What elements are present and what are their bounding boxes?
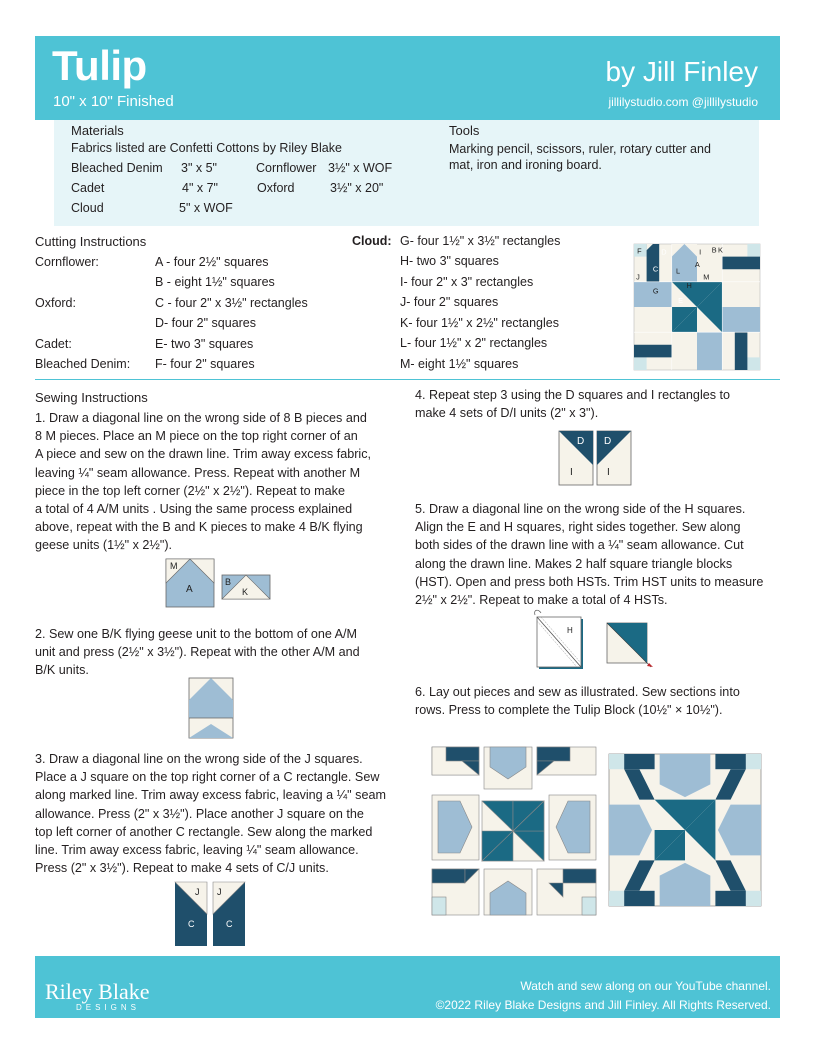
- cutting-item: A - four 2½" squares: [155, 255, 269, 269]
- label-c: C: [652, 264, 659, 274]
- tools-text: mat, iron and ironing board.: [449, 158, 602, 172]
- svg-text:K: K: [242, 587, 249, 597]
- cutting-heading: Cutting Instructions: [35, 234, 147, 249]
- label-g: G: [652, 286, 659, 296]
- cutting-item: K- four 1½" x 2½" rectangles: [400, 316, 559, 330]
- label-b: B: [711, 245, 717, 255]
- materials-heading: Materials: [71, 123, 124, 138]
- label-f: F: [637, 246, 642, 256]
- materials-note: Fabrics listed are Confetti Cottons by Riley Blake: [71, 141, 342, 155]
- material-amount: 4" x 7": [182, 181, 218, 195]
- label-e: E: [678, 295, 683, 305]
- riley-blake-logo-sub: DESIGNS: [76, 1003, 141, 1012]
- material-name: Bleached Denim: [71, 161, 163, 175]
- tulip-unit-diagram: [189, 678, 233, 738]
- author-name: by Jill Finley: [605, 56, 758, 87]
- cutting-item: M- eight 1½" squares: [400, 357, 519, 371]
- riley-blake-logo[interactable]: Riley Blake: [45, 979, 150, 1004]
- step-5-text: 5. Draw a diagonal line on the wrong side of the H squares. Align the E and H squares, right sides together. Sew along both sides of the drawn line with a ¼" seam allowance. Cut along the drawn line. Makes 2 half square triangle blocks (HST). Open and press both HSTs. Trim HST units to measure 2½" x 2½". Repeat to make a total of 4 HSTs.: [415, 502, 764, 608]
- cutting-fabric: Cornflower:: [35, 255, 99, 269]
- pattern-title: Tulip: [52, 42, 147, 89]
- cutting-item: E- two 3" squares: [155, 337, 254, 351]
- svg-text:H: H: [567, 626, 573, 635]
- cutting-fabric: Cloud:: [352, 234, 392, 248]
- tools-heading: Tools: [449, 123, 480, 138]
- svg-text:D: D: [604, 436, 612, 447]
- cutting-item: H- two 3" squares: [400, 254, 499, 268]
- finished-size: 10" x 10" Finished: [53, 93, 174, 110]
- material-name: Cornflower: [256, 161, 317, 175]
- material-name: Cloud: [71, 201, 104, 215]
- bk-unit-diagram: [222, 575, 270, 599]
- cutting-fabric: Bleached Denim:: [35, 357, 131, 371]
- labeled-block-diagram: [634, 244, 760, 370]
- svg-text:J: J: [217, 887, 222, 897]
- copyright: ©2022 Riley Blake Designs and Jill Finley. All Rights Reserved.: [435, 998, 771, 1012]
- material-amount: 3½" x 20": [330, 181, 384, 195]
- svg-text:B: B: [225, 577, 232, 587]
- author-website[interactable]: jillilystudio.com @jillilystudio: [608, 95, 758, 109]
- step-1-text: 1. Draw a diagonal line on the wrong side of 8 B pieces and 8 M pieces. Place an M piece on the top right corner of an A piece and sew on the drawn line. Trim away excess fabric, leaving ¼" seam allowance. Press. Repeat with another M piece in the top left corner (2½" x 2½"). Repeat to make a total of 4 A/M units . Using the same process explained above, repeat with the B and K pieces to make 4 B/K flying geese units (1½" x 2½").: [35, 411, 371, 553]
- step-3-text: 3. Draw a diagonal line on the wrong side of the J squares. Place a J square on the top right corner of a C rectangle. Sew along marked line. Trim away excess fabric, leaving a ¼" seam allowance. Press (2" x 3½"). Place another J square on the top left corner of another C rectangle. Sew along the marked line. Trim away excess fabric, leaving ¼" seam allowance. Press (2" x 3½"). Repeat to make 4 sets of C/J units.: [35, 752, 386, 876]
- block-layout-diagram: [432, 745, 596, 917]
- material-name: Cadet: [71, 181, 105, 195]
- label-m: M: [703, 272, 710, 282]
- material-name: Oxford: [257, 181, 295, 195]
- step-6-text: 6. Lay out pieces and sew as illustrated. Sew sections into rows. Press to complete the Tulip Block (10½" × 10½").: [415, 685, 740, 718]
- section-divider: [35, 379, 780, 380]
- material-amount: 3" x 5": [181, 161, 217, 175]
- label-d: D: [661, 247, 667, 257]
- step-4-text: 4. Repeat step 3 using the D squares and I rectangles to make 4 sets of D/I units (2" x 3").: [415, 388, 731, 421]
- step-2-text: 2. Sew one B/K flying geese unit to the bottom of one A/M unit and press (2½" x 3½"). Repeat with the other A/M and B/K units.: [35, 627, 360, 678]
- cutting-fabric: Cadet:: [35, 337, 72, 351]
- label-h: H: [686, 281, 692, 291]
- finished-block-diagram: [609, 754, 761, 906]
- material-amount: 3½" x WOF: [328, 161, 393, 175]
- svg-text:M: M: [170, 561, 178, 571]
- cj-units-diagram: [175, 882, 245, 946]
- sewing-heading: Sewing Instructions: [35, 390, 148, 405]
- hst-diagram: [533, 611, 657, 671]
- label-j: J: [636, 272, 640, 282]
- svg-text:A: A: [186, 584, 193, 595]
- label-a: A: [694, 260, 700, 270]
- cutting-item: D- four 2" squares: [155, 316, 257, 330]
- cutting-item: I- four 2" x 3" rectangles: [400, 275, 534, 289]
- cutting-fabric: Oxford:: [35, 296, 76, 310]
- cutting-item: G- four 1½" x 3½" rectangles: [400, 234, 561, 248]
- label-l: L: [676, 266, 681, 276]
- tools-text: Marking pencil, scissors, ruler, rotary cutter and: [449, 142, 711, 156]
- svg-text:C: C: [188, 919, 195, 929]
- svg-text:D: D: [577, 436, 585, 447]
- svg-text:I: I: [607, 467, 610, 478]
- svg-text:J: J: [195, 887, 200, 897]
- label-i: I: [699, 247, 702, 257]
- svg-text:C: C: [226, 919, 233, 929]
- youtube-note[interactable]: Watch and sew along on our YouTube channel.: [520, 979, 771, 993]
- di-units-diagram: [559, 431, 631, 485]
- label-k: K: [718, 245, 723, 255]
- am-unit-diagram: [166, 559, 214, 607]
- cutting-item: C - four 2" x 3½" rectangles: [155, 296, 308, 310]
- material-amount: 5" x WOF: [179, 201, 233, 215]
- cutting-item: J- four 2" squares: [400, 295, 499, 309]
- cutting-item: B - eight 1½" squares: [155, 275, 275, 289]
- cutting-item: L- four 1½" x 2" rectangles: [400, 336, 548, 350]
- cutting-item: F- four 2" squares: [155, 357, 255, 371]
- svg-text:I: I: [570, 467, 573, 478]
